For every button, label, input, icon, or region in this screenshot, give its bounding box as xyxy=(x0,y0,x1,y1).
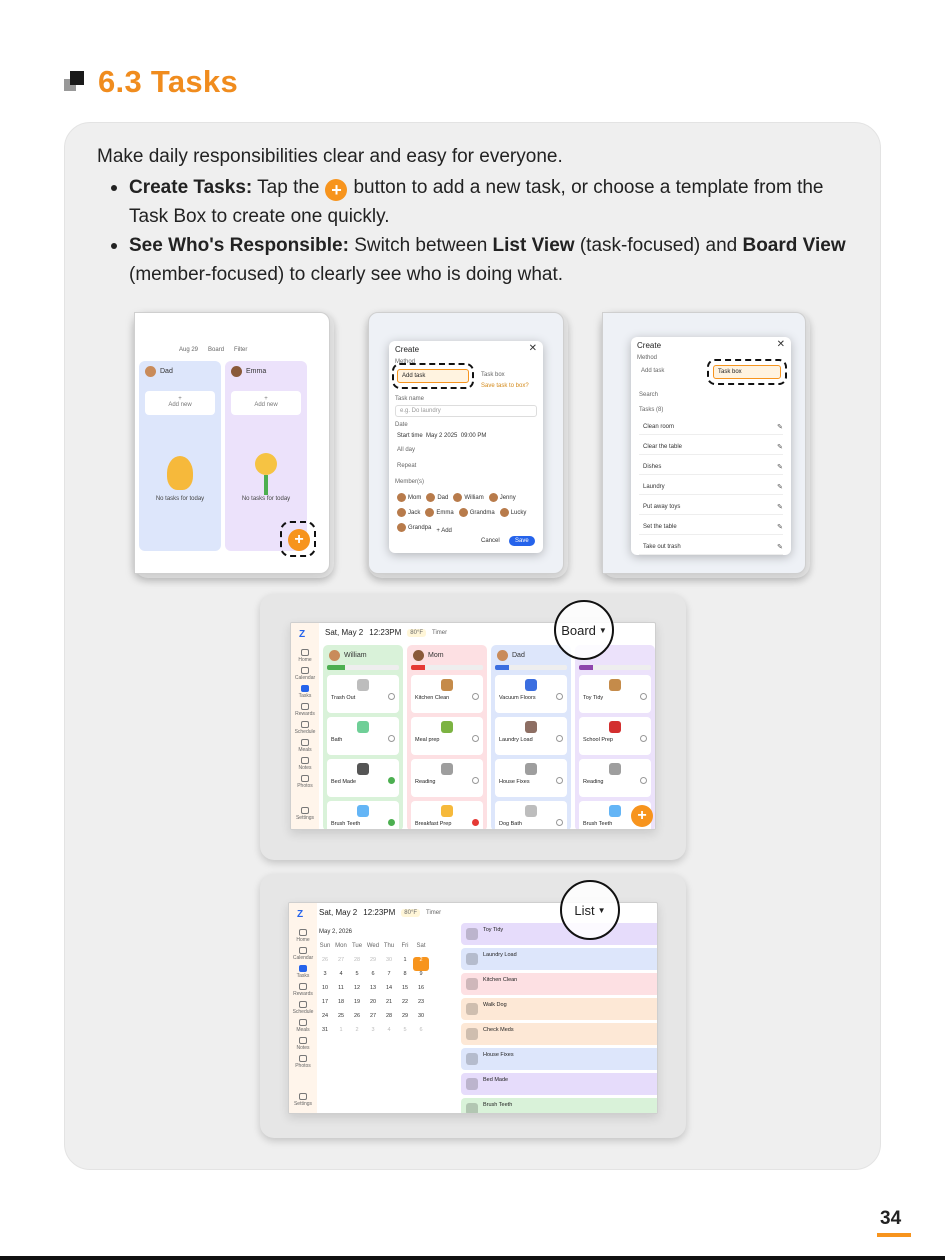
task-card[interactable]: Trash Out xyxy=(327,675,399,713)
section-bullet-icon xyxy=(64,71,86,93)
add-task-fab[interactable]: + xyxy=(631,805,653,827)
sidebar-item-rewards[interactable]: Rewards xyxy=(291,703,319,717)
weather-badge: 80°F xyxy=(407,629,426,637)
save-to-box-hint[interactable]: Save task to box? xyxy=(481,383,529,389)
tasks-count-label: Tasks (8) xyxy=(639,407,664,413)
date-label: Date xyxy=(395,422,408,428)
view-selector[interactable]: Board xyxy=(208,347,225,353)
method-label: Method xyxy=(637,355,658,361)
filter-selector[interactable]: Filter xyxy=(234,347,248,353)
sidebar-item-notes[interactable]: Notes xyxy=(289,1037,317,1051)
member-header: Emma xyxy=(231,366,266,377)
sidebar-item-home[interactable]: Home xyxy=(289,929,317,943)
bullet-term: See Who's Responsible: xyxy=(129,235,349,256)
list-task-row[interactable]: Bed Made xyxy=(461,1073,658,1095)
sidebar-item-photos[interactable]: Photos xyxy=(289,1055,317,1069)
sidebar-item-schedule[interactable]: Schedule xyxy=(291,721,319,735)
member-chip[interactable]: Emma xyxy=(425,508,453,517)
member-chip[interactable]: Jenny xyxy=(489,493,516,502)
list-task-row[interactable]: House Fixes xyxy=(461,1048,658,1070)
sidebar-item-tasks[interactable]: Tasks xyxy=(291,685,319,699)
task-card[interactable]: Laundry Load xyxy=(495,717,567,755)
board-column-dad xyxy=(491,645,571,830)
progress-bar xyxy=(327,665,399,670)
avatar xyxy=(145,366,156,377)
sidebar-item-notes[interactable]: Notes xyxy=(291,757,319,771)
repeat-toggle[interactable]: Repeat xyxy=(397,463,417,469)
section-heading xyxy=(64,64,238,100)
sidebar-item-tasks[interactable]: Tasks xyxy=(289,965,317,979)
task-card[interactable]: Breakfast Prep xyxy=(411,801,483,830)
member-chip[interactable]: Mom xyxy=(397,493,421,502)
list-task-row[interactable]: Walk Dog xyxy=(461,998,658,1020)
list-task-row[interactable]: Toy Tidy xyxy=(461,923,658,945)
add-new-button[interactable]: + Add new xyxy=(145,391,215,415)
bullet-text: (task-focused) and xyxy=(579,235,738,256)
board-column-william xyxy=(323,645,403,830)
task-card[interactable]: Reading xyxy=(579,759,651,797)
sidebar xyxy=(289,903,317,1113)
task-box-row[interactable]: Clean room ✎ xyxy=(639,419,783,435)
method-label: Method xyxy=(395,359,416,365)
bullet-see-responsible xyxy=(107,231,847,289)
board-topbar xyxy=(325,628,447,637)
caret-down-icon: ▼ xyxy=(598,625,607,635)
task-box-row[interactable]: Laundry ✎ xyxy=(639,479,783,495)
time-label: 12:23PM xyxy=(363,908,396,917)
task-box-row[interactable]: Clear the table ✎ xyxy=(639,439,783,455)
task-card[interactable]: Toy Tidy xyxy=(579,675,651,713)
task-name-input[interactable]: e.g. Do laundry xyxy=(395,405,537,417)
start-row[interactable]: Start time May 2 2025 09:00 PM xyxy=(397,433,487,439)
edit-icon: ✎ xyxy=(777,463,783,471)
member-chip[interactable]: Dad xyxy=(426,493,448,502)
edit-icon: ✎ xyxy=(777,423,783,431)
plus-circle-icon: + xyxy=(325,179,347,201)
list-view-term: List View xyxy=(492,235,575,256)
search-input[interactable]: Search xyxy=(639,392,659,398)
task-box-row[interactable]: Set the table ✎ xyxy=(639,519,783,535)
sidebar-item-schedule[interactable]: Schedule xyxy=(289,1001,317,1015)
list-task-row[interactable]: Kitchen Clean xyxy=(461,973,658,995)
task-name-label: Task name xyxy=(395,396,425,402)
topbar xyxy=(179,347,247,353)
task-card[interactable]: Kitchen Clean xyxy=(411,675,483,713)
member-chip[interactable]: William xyxy=(453,493,483,502)
bullet-create-tasks xyxy=(107,173,847,231)
task-card[interactable]: Bath xyxy=(327,717,399,755)
task-card[interactable]: Brush Teeth xyxy=(327,801,399,830)
view-selector-label: List xyxy=(574,902,595,918)
sidebar xyxy=(291,623,319,829)
bullet-term: Create Tasks: xyxy=(129,177,253,198)
timer-button[interactable]: Timer xyxy=(426,909,442,916)
dialog-title: Create xyxy=(637,341,662,350)
mini-calendar[interactable]: Sun Mon Tue Wed Thu Fri Sat 26 27 28 29 30 1 2 3 4 5 6 7 8 9 10 11 12 13 14 15 16 17 18 19 20 21 22 23 24 25 26 27 28 29 30 31 1 2 3 4 5 6 xyxy=(317,943,429,1041)
method-add-task[interactable]: Add task xyxy=(397,369,469,383)
list-task-row[interactable]: Check Meds xyxy=(461,1023,658,1045)
progress-bar xyxy=(495,665,567,670)
weather-badge: 80°F xyxy=(401,909,420,917)
member-chip[interactable]: Lucky xyxy=(500,508,527,517)
app-logo: Z xyxy=(297,909,304,920)
task-card[interactable]: Meal prep xyxy=(411,717,483,755)
flower-illustration xyxy=(255,453,277,475)
sidebar-item-photos[interactable]: Photos xyxy=(291,775,319,789)
task-card[interactable]: House Fixes xyxy=(495,759,567,797)
edit-icon: ✎ xyxy=(777,523,783,531)
add-member-button[interactable]: + Add xyxy=(436,528,452,534)
screenshot-task-box xyxy=(602,312,806,574)
date-selector[interactable]: Aug 29 xyxy=(179,347,199,353)
app-logo: Z xyxy=(299,629,306,640)
timer-button[interactable]: Timer xyxy=(432,629,448,636)
sidebar-item-meals[interactable]: Meals xyxy=(291,739,319,753)
date-label: Sat, May 2 xyxy=(325,628,364,637)
task-card[interactable]: Vacuum Floors xyxy=(495,675,567,713)
sidebar-item-meals[interactable]: Meals xyxy=(289,1019,317,1033)
members-label: Member(s) xyxy=(395,479,425,485)
member-column-dad xyxy=(139,361,221,551)
calendar-month-label[interactable]: May 2, 2026 xyxy=(319,929,353,935)
screenshot-member-board xyxy=(134,312,330,574)
sidebar-item-calendar[interactable]: Calendar xyxy=(289,947,317,961)
list-task-row[interactable]: Laundry Load xyxy=(461,948,658,970)
bullet-text: Switch between xyxy=(354,235,488,256)
edit-icon: ✎ xyxy=(777,483,783,491)
bullet-text: (member-focused) to clearly see who is doing what. xyxy=(129,264,564,285)
view-selector-highlight[interactable] xyxy=(560,880,620,940)
sidebar-item-settings[interactable]: Settings xyxy=(289,1093,317,1107)
list-topbar xyxy=(319,908,441,917)
member-chip[interactable]: Jack xyxy=(397,508,420,517)
task-box-row[interactable]: Take out trash ✎ xyxy=(639,539,783,555)
task-card[interactable]: Reading xyxy=(411,759,483,797)
edit-icon: ✎ xyxy=(777,443,783,451)
method-add-task[interactable]: Add task xyxy=(641,368,665,374)
task-card[interactable]: School Prep xyxy=(579,717,651,755)
member-header: Dad xyxy=(497,650,525,661)
bullet-text: Tap the xyxy=(257,177,320,198)
bottom-rule xyxy=(0,1256,945,1260)
intro-text: Make daily responsibilities clear and easy for everyone. xyxy=(97,146,563,167)
bullet-text: button to add a new task, or choose a template from the Task Box to create one quickly. xyxy=(129,177,824,227)
member-chips xyxy=(397,519,543,537)
highlight-ring xyxy=(707,359,787,385)
create-dialog xyxy=(631,337,791,555)
close-icon[interactable]: ✕ xyxy=(776,339,785,350)
member-header: William xyxy=(329,650,367,661)
highlight-ring xyxy=(280,521,316,557)
sidebar-item-settings[interactable]: Settings xyxy=(291,807,319,821)
task-box-row[interactable]: Put away toys ✎ xyxy=(639,499,783,515)
empty-state-text: No tasks for today xyxy=(155,496,205,502)
board-view-term: Board View xyxy=(742,235,846,256)
dialog-title: Create xyxy=(395,345,420,354)
member-chip[interactable]: Grandma xyxy=(459,508,495,517)
method-task-box[interactable]: Task box xyxy=(713,365,781,379)
avatar xyxy=(231,366,242,377)
cat-illustration xyxy=(167,456,193,490)
page-number-underline xyxy=(877,1233,911,1237)
save-button[interactable]: Save xyxy=(509,536,535,546)
edit-icon: ✎ xyxy=(777,543,783,551)
task-box-row[interactable]: Dishes ✎ xyxy=(639,459,783,475)
task-card[interactable]: Brush Teeth xyxy=(579,801,651,830)
sidebar-item-calendar[interactable]: Calendar xyxy=(291,667,319,681)
close-icon[interactable]: ✕ xyxy=(528,343,537,354)
section-title: 6.3 Tasks xyxy=(98,64,239,99)
time-label: 12:23PM xyxy=(369,628,402,637)
member-header: Mom xyxy=(413,650,444,661)
list-task-row[interactable]: Brush Teeth xyxy=(461,1098,658,1114)
bullet-list xyxy=(107,173,847,289)
task-card[interactable]: Bed Made xyxy=(327,759,399,797)
add-new-button[interactable]: + Add new xyxy=(231,391,301,415)
screenshot-create-dialog xyxy=(368,312,564,574)
sidebar-item-home[interactable]: Home xyxy=(291,649,319,663)
board-column-child xyxy=(575,645,655,830)
page-number: 34 xyxy=(880,1208,902,1229)
create-dialog xyxy=(389,341,543,553)
highlight-ring xyxy=(392,363,474,389)
sidebar-item-rewards[interactable]: Rewards xyxy=(289,983,317,997)
add-task-fab[interactable]: + xyxy=(288,529,310,551)
member-chip[interactable]: Grandpa xyxy=(397,523,431,532)
member-header: Dad xyxy=(145,366,173,377)
empty-state-text: No tasks for today xyxy=(241,496,291,502)
view-selector-highlight[interactable] xyxy=(554,600,614,660)
caret-down-icon: ▼ xyxy=(597,905,606,915)
method-task-box[interactable]: Task box xyxy=(481,372,505,378)
task-card[interactable]: Dog Bath xyxy=(495,801,567,830)
date-label: Sat, May 2 xyxy=(319,908,358,917)
progress-bar xyxy=(579,665,651,670)
progress-bar xyxy=(411,665,483,670)
edit-icon: ✎ xyxy=(777,503,783,511)
view-selector-label: Board xyxy=(561,622,596,638)
cancel-button[interactable]: Cancel xyxy=(481,538,500,544)
all-day-toggle[interactable]: All day xyxy=(397,447,416,453)
board-column-mom xyxy=(407,645,487,830)
